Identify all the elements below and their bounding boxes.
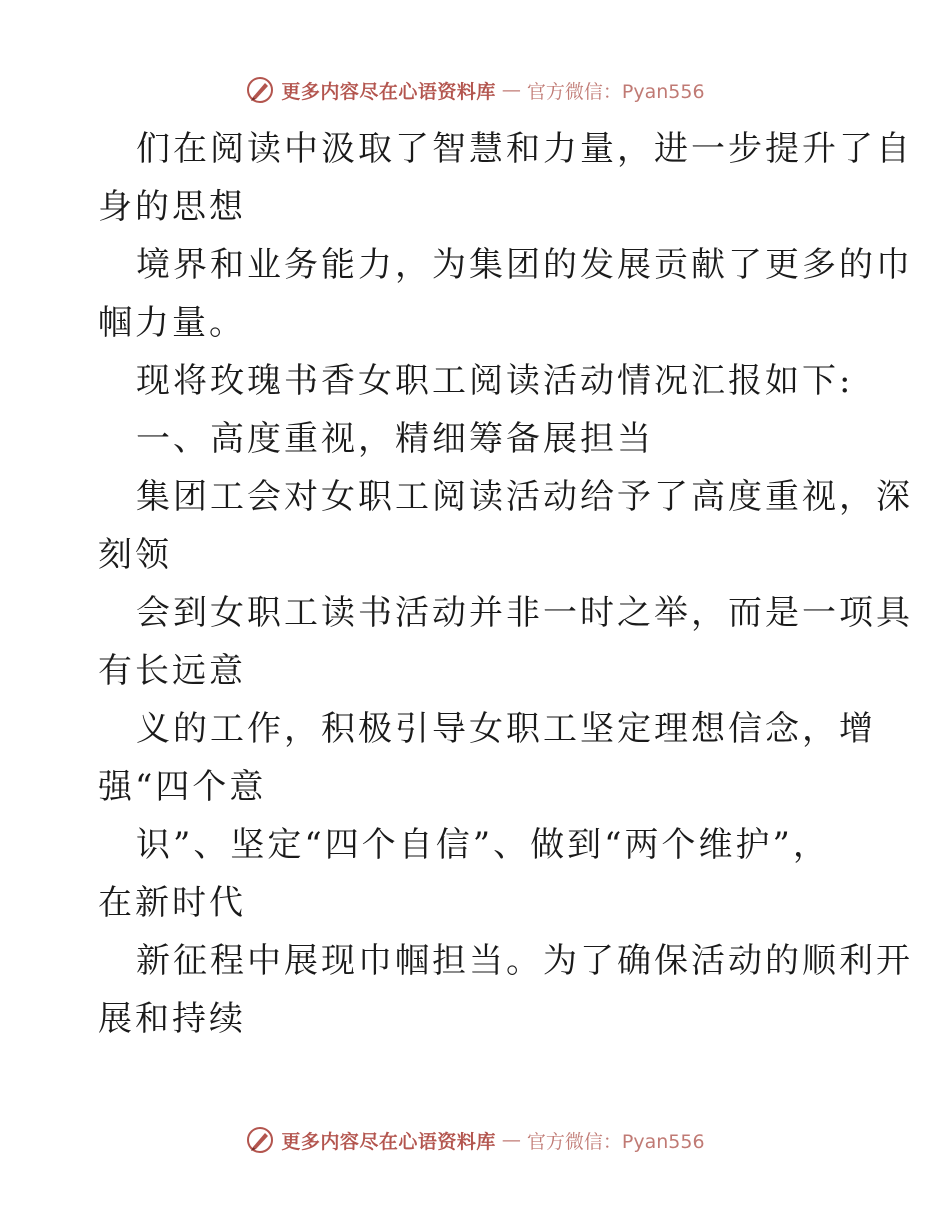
header-banner: [0, 70, 950, 110]
document-body: [98, 120, 913, 1048]
body-line: 有长远意: [98, 651, 246, 691]
quill-pen-logo-icon: [245, 75, 275, 105]
body-line: 强“四个意: [98, 767, 267, 807]
footer-banner: [0, 1120, 950, 1160]
footer-separator: —: [501, 1129, 521, 1151]
footer-wechat-text: 官方微信：Pyan556: [526, 1130, 705, 1153]
header-separator: —: [501, 79, 521, 101]
body-line: 们在阅读中汲取了智慧和力量，进一步提升了自: [136, 129, 913, 169]
body-line: 现将玫瑰书香女职工阅读活动情况汇报如下:: [136, 361, 854, 401]
body-line: 在新时代: [98, 883, 246, 923]
footer-brand-text: 更多内容尽在心语资料库: [281, 1130, 496, 1153]
body-line: 刻领: [98, 535, 172, 575]
body-line: 展和持续: [98, 999, 246, 1039]
body-line: 会到女职工读书活动并非一时之举，而是一项具: [136, 593, 913, 633]
body-line: 新征程中展现巾帼担当。为了确保活动的顺利开: [136, 941, 913, 981]
body-line: 义的工作，积极引导女职工坚定理想信念，增: [136, 709, 876, 749]
body-line: 帼力量。: [98, 303, 246, 343]
quill-pen-logo-icon: [245, 1125, 275, 1155]
header-wechat-text: 官方微信：Pyan556: [526, 80, 705, 103]
body-line: 识”、坚定“四个自信”、做到“两个维护”，: [136, 825, 830, 865]
body-line: 身的思想: [98, 187, 246, 227]
body-line: 集团工会对女职工阅读活动给予了高度重视，深: [136, 477, 913, 517]
body-line: 境界和业务能力，为集团的发展贡献了更多的巾: [136, 245, 913, 285]
header-brand-text: 更多内容尽在心语资料库: [281, 80, 496, 103]
section-heading: 一、高度重视，精细筹备展担当: [136, 419, 654, 459]
